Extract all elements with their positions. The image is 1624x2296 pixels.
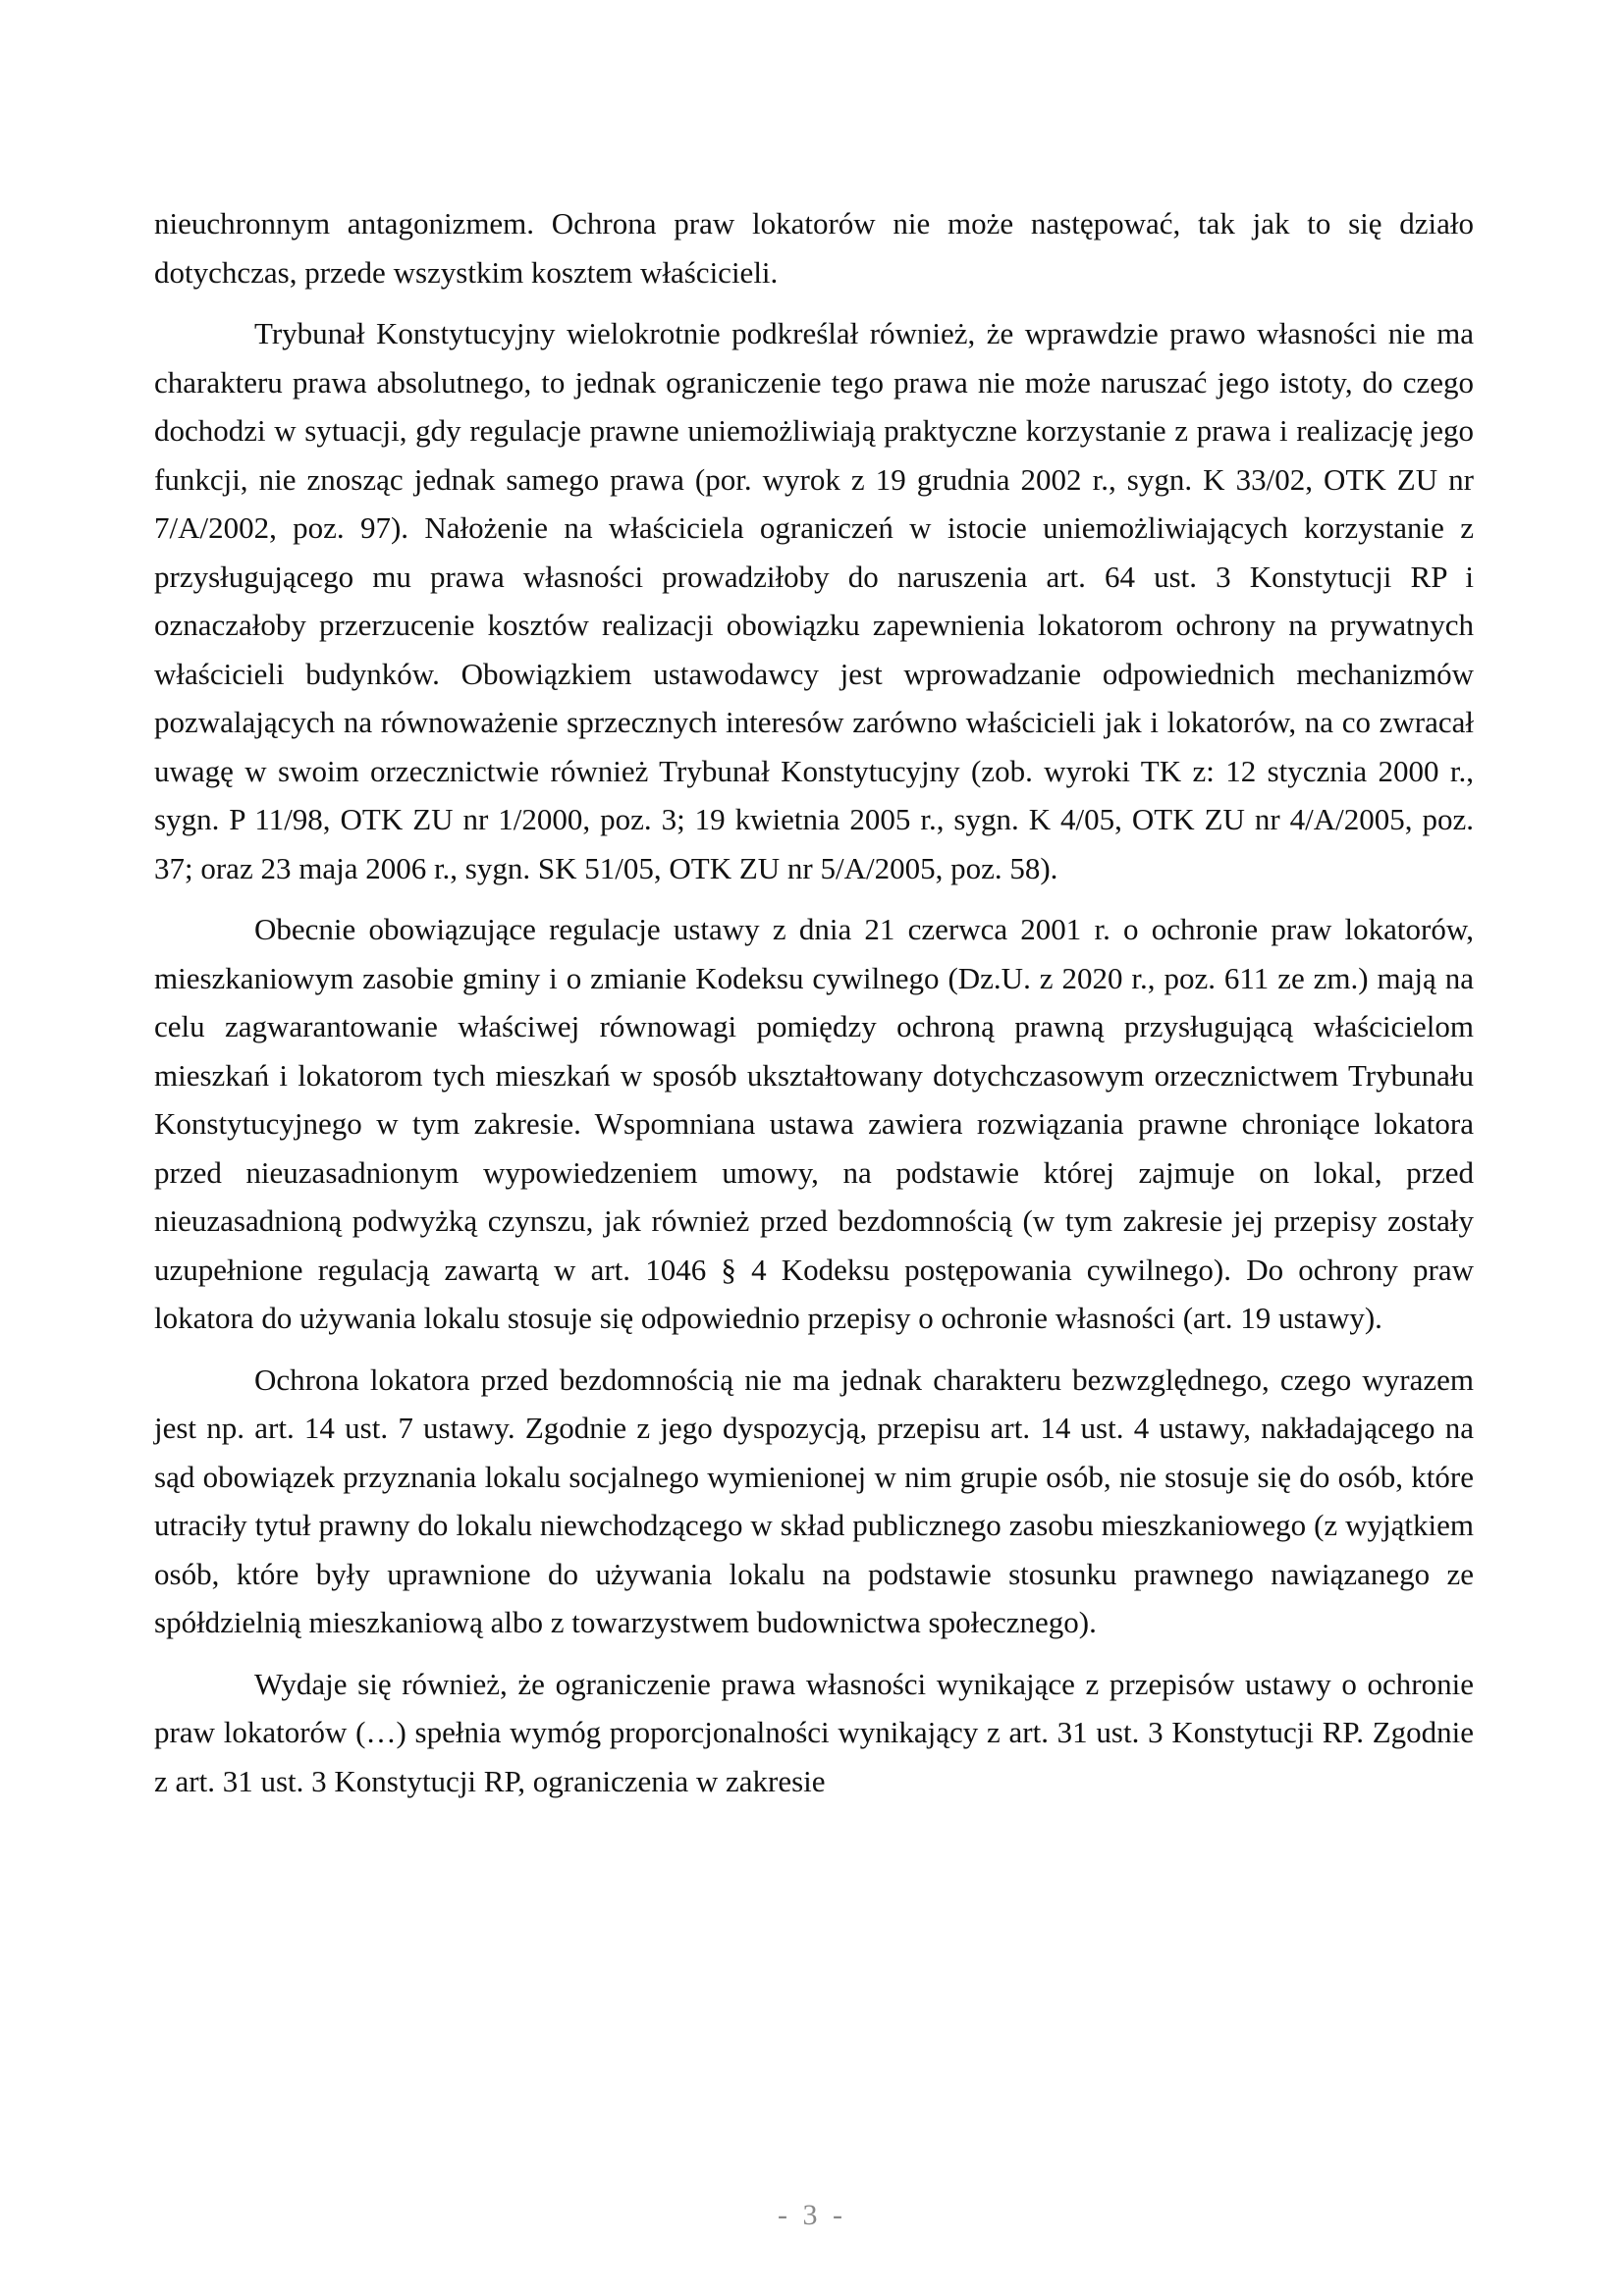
paragraph-3: Obecnie obowiązujące regulacje ustawy z dnia 21 czerwca 2001 r. o ochronie praw lokatorów, mieszkaniowym zasobie gminy i o zmianie Kodeksu cywilnego (Dz.U. z 2020 r., poz. 611 ze zm.) mają na celu zagwarantowanie właściwej równowagi pomiędzy ochroną prawną przysługującą właścicielom mieszkań i lokatorom tych mieszkań w sposób ukształtowany dotychczasowym orzecznictwem Trybunału Konstytucyjnego w tym zakresie. Wspomniana ustawa zawiera rozwiązania prawne chroniące lokatora przed nieuzasadnionym wypowiedzeniem umowy, na podstawie której zajmuje on lokal, przed nieuzasadnioną podwyżką czynszu, jak również przed bezdomnością (w tym zakresie jej przepisy zostały uzupełnione regulacją zawartą w art. 1046 § 4 Kodeksu postępowania cywilnego). Do ochrony praw lokatora do używania lokalu stosuje się odpowiednio przepisy o ochronie własności (art. 19 ustawy).	[154, 912, 1474, 1335]
paragraph-5: Wydaje się również, że ograniczenie prawa własności wynikające z przepisów ustawy o ochronie praw lokatorów (…) spełnia wymóg proporcjonalności wynikający z art. 31 ust. 3 Konstytucji RP. Zgodnie z art. 31 ust. 3 Konstytucji RP, ograniczenia w zakresie	[154, 1666, 1474, 1798]
page-number: - 3 -	[778, 2199, 846, 2231]
document-page	[154, 199, 1474, 1805]
paragraph-2: Trybunał Konstytucyjny wielokrotnie podkreślał również, że wprawdzie prawo własności nie ma charakteru prawa absolutnego, to jednak ograniczenie tego prawa nie może naruszać jego istoty, do czego dochodzi w sytuacji, gdy regulacje prawne uniemożliwiają praktyczne korzystanie z prawa i realizację jego funkcji, nie znosząc jednak samego prawa (por. wyrok z 19 grudnia 2002 r., sygn. K 33/02, OTK ZU nr 7/A/2002, poz. 97). Nałożenie na właściciela ograniczeń w istocie uniemożliwiających korzystanie z przysługującego mu prawa własności prowadziłoby do naruszenia art. 64 ust. 3 Konstytucji RP i oznaczałoby przerzucenie kosztów realizacji obowiązku zapewnienia lokatorom ochrony na prywatnych właścicieli budynków. Obowiązkiem ustawodawcy jest wprowadzanie odpowiednich mechanizmów pozwalających na równoważenie sprzecznych interesów zarówno właścicieli jak i lokatorów, na co zwracał uwagę w swoim orzecznictwie również Trybunał Konstytucyjny (zob. wyroki TK z: 12 stycznia 2000 r., sygn. P 11/98, OTK ZU nr 1/2000, poz. 3; 19 kwietnia 2005 r., sygn. K 4/05, OTK ZU nr 4/A/2005, poz. 37; oraz 23 maja 2006 r., sygn. SK 51/05, OTK ZU nr 5/A/2005, poz. 58).	[154, 316, 1474, 885]
paragraph-4: Ochrona lokatora przed bezdomnością nie ma jednak charakteru bezwzględnego, czego wyrazem jest np. art. 14 ust. 7 ustawy. Zgodnie z jego dyspozycją, przepisu art. 14 ust. 4 ustawy, nakładającego na sąd obowiązek przyznania lokalu socjalnego wymienionej w nim grupie osób, nie stosuje się do osób, które utraciły tytuł prawny do lokalu niewchodzącego w skład publicznego zasobu mieszkaniowego (z wyjątkiem osób, które były uprawnione do używania lokalu na podstawie stosunku prawnego nawiązanego ze spółdzielnią mieszkaniową albo z towarzystwem budownictwa społecznego).	[154, 1362, 1474, 1639]
paragraph-1: nieuchronnym antagonizmem. Ochrona praw lokatorów nie może następować, tak jak to się działo dotychczas, przede wszystkim kosztem właścicieli.	[154, 206, 1474, 290]
